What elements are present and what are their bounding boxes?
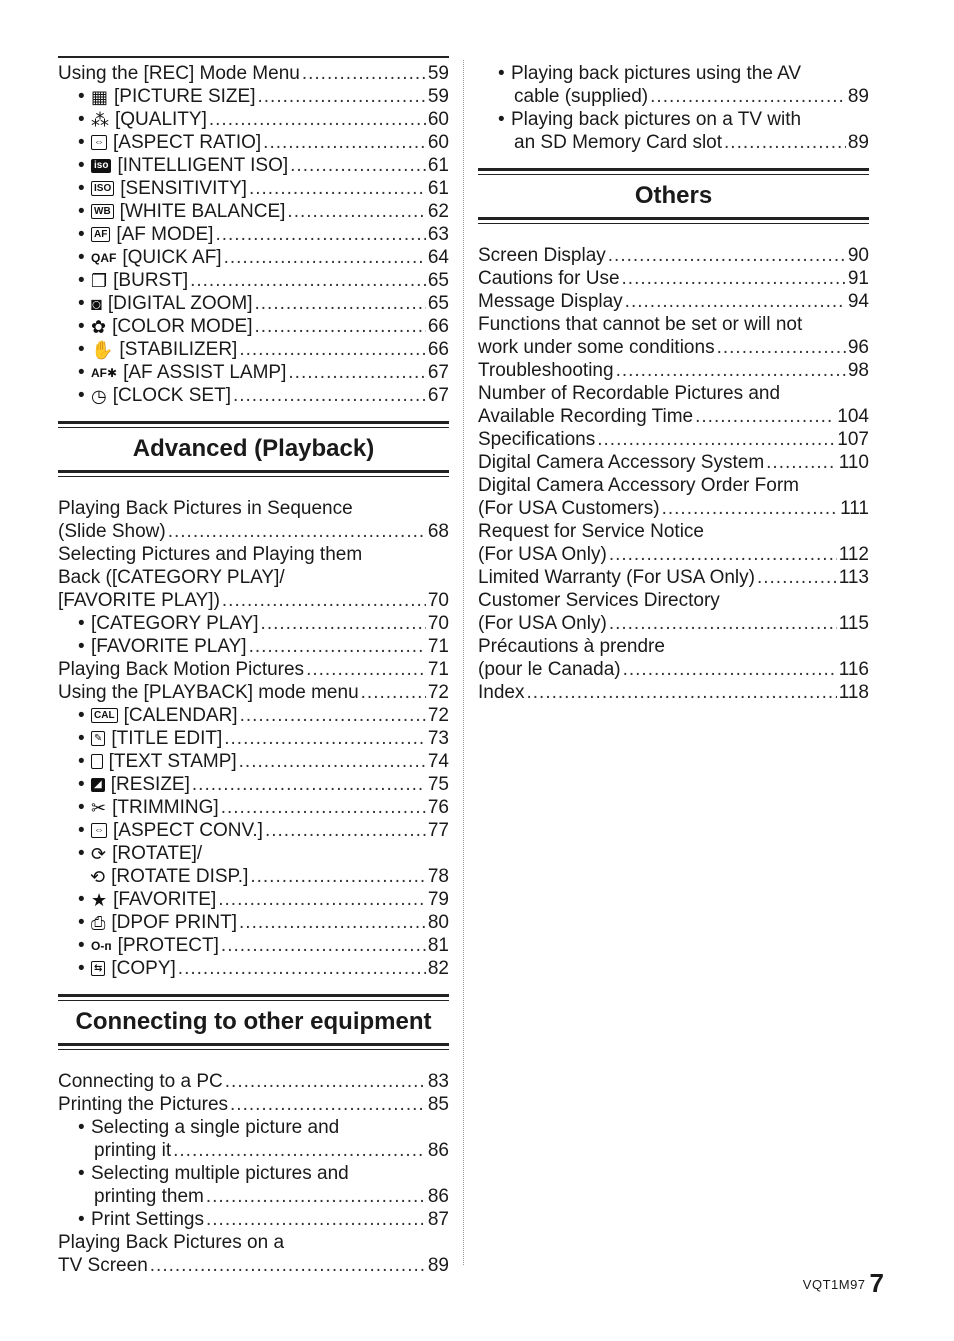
toc-entry-clock-set[interactable]: • ◷ [CLOCK SET] ..... 67 bbox=[58, 384, 449, 407]
text-stamp-icon bbox=[91, 754, 103, 769]
toc-entry-playback-menu[interactable]: Using the [PLAYBACK] mode menu ..... 72 bbox=[58, 681, 449, 704]
calendar-icon: CAL bbox=[91, 708, 118, 723]
dpof-print-icon: ⎙ bbox=[91, 912, 106, 933]
toc-entry-rotate-disp[interactable]: ⟲ [ROTATE DISP.] ..... 78 bbox=[58, 865, 449, 888]
toc-entry-copy[interactable]: • ⇆ [COPY] ..... 82 bbox=[58, 957, 449, 980]
toc-entry-quality[interactable]: • ⁂ [QUALITY] ..... 60 bbox=[58, 108, 449, 131]
toc-entry-troubleshooting[interactable]: Troubleshooting ..... 98 bbox=[478, 359, 869, 382]
toc-entry-cautions[interactable]: Cautions for Use ..... 91 bbox=[478, 267, 869, 290]
toc-entry-category-line2[interactable]: Back ([CATEGORY PLAY]/ bbox=[58, 567, 285, 588]
protect-key-icon: O‑п bbox=[91, 938, 112, 953]
toc-entry-accessory-system[interactable]: Digital Camera Accessory System ..... 110 bbox=[478, 451, 869, 474]
section-heading-connecting: Connecting to other equipment bbox=[75, 1008, 432, 1035]
quality-icon: ⁂ bbox=[91, 109, 109, 130]
toc-entry-white-balance[interactable]: • WB [WHITE BALANCE] ..... 62 bbox=[58, 200, 449, 223]
toc-entry-printing[interactable]: Printing the Pictures ..... 85 bbox=[58, 1093, 449, 1116]
toc-entry-picture-size[interactable]: • ▦ [PICTURE SIZE] ..... 59 bbox=[58, 85, 449, 108]
white-balance-icon: WB bbox=[91, 204, 114, 219]
stabilizer-icon: ✋ bbox=[91, 339, 114, 360]
section-heading-advanced-playback: Advanced (Playback) bbox=[132, 435, 375, 462]
toc-entry-trimming[interactable]: • ✂ [TRIMMING] ..... 76 bbox=[58, 796, 449, 819]
toc-entry-favorite-play[interactable]: • [FAVORITE PLAY] ..... 71 bbox=[58, 635, 449, 658]
toc-entry-quick-af[interactable]: • QAF [QUICK AF] ..... 64 bbox=[58, 246, 449, 269]
rotate-disp-icon: ⟲ bbox=[90, 866, 106, 887]
copy-icon: ⇆ bbox=[91, 961, 105, 976]
toc-entry-rec-menu[interactable]: Using the [REC] Mode Menu ..... 59 bbox=[58, 62, 449, 85]
color-mode-icon: ✿ bbox=[91, 316, 107, 337]
clock-icon: ◷ bbox=[91, 385, 107, 406]
section-rule bbox=[58, 421, 449, 424]
toc-entry-dpof-print[interactable]: • ⎙ [DPOF PRINT] ..... 80 bbox=[58, 911, 449, 934]
intelligent-iso-icon: iso bbox=[91, 159, 111, 173]
toc-entry-category-play[interactable]: • [CATEGORY PLAY] ..... 70 bbox=[58, 612, 449, 635]
toc-entry-print-settings[interactable]: • Print Settings ..... 87 bbox=[58, 1208, 449, 1231]
toc-entry-directory-line1[interactable]: Customer Services Directory bbox=[478, 590, 720, 611]
toc-entry-order-form-line1[interactable]: Digital Camera Accessory Order Form bbox=[478, 475, 799, 496]
toc-entry-connecting-pc[interactable]: Connecting to a PC ..... 83 bbox=[58, 1070, 449, 1093]
toc-entry-index[interactable]: Index ..... 118 bbox=[478, 681, 869, 704]
toc-entry-calendar[interactable]: • CAL [CALENDAR] ..... 72 bbox=[58, 704, 449, 727]
aspect-ratio-icon: ⇔ bbox=[91, 135, 107, 150]
toc-entry-af-mode[interactable]: • AF [AF MODE] ..... 63 bbox=[58, 223, 449, 246]
toc-entry-title-edit[interactable]: • ✎ [TITLE EDIT] ..... 73 bbox=[58, 727, 449, 750]
toc-entry-multiple[interactable]: printing them ..... 86 bbox=[58, 1185, 449, 1208]
toc-entry-directory[interactable]: (For USA Only) ..... 115 bbox=[478, 612, 869, 635]
toc-entry-intelligent-iso[interactable]: • iso [INTELLIGENT ISO] ..... 61 bbox=[58, 154, 449, 177]
toc-entry-color-mode[interactable]: • ✿ [COLOR MODE] ..... 66 bbox=[58, 315, 449, 338]
quick-af-icon: QAF bbox=[91, 250, 117, 265]
toc-entry-sd-tv-line1[interactable]: • Playing back pictures on a TV with bbox=[498, 109, 802, 130]
page-footer bbox=[803, 1268, 884, 1299]
af-assist-lamp-icon: AF✱ bbox=[91, 365, 118, 380]
toc-entry-recordable-line1[interactable]: Number of Recordable Pictures and bbox=[478, 383, 781, 404]
toc-entry-service-notice[interactable]: (For USA Only) ..... 112 bbox=[478, 543, 869, 566]
toc-entry-functions-line1[interactable]: Functions that cannot be set or will not bbox=[478, 314, 803, 335]
picture-size-icon: ▦ bbox=[91, 86, 109, 107]
toc-entry-stabilizer[interactable]: • ✋ [STABILIZER] ..... 66 bbox=[58, 338, 449, 361]
toc-entry-protect[interactable]: • O‑п [PROTECT] ..... 81 bbox=[58, 934, 449, 957]
toc-entry-burst[interactable]: • ❐ [BURST] ..... 65 bbox=[58, 269, 449, 292]
toc-entry-favorite[interactable]: • ★ [FAVORITE] ..... 79 bbox=[58, 888, 449, 911]
rotate-icon: ⟳ bbox=[91, 843, 107, 864]
toc-entry-motion-pictures[interactable]: Playing Back Motion Pictures ..... 71 bbox=[58, 658, 449, 681]
toc-entry-recordable[interactable]: Available Recording Time ..... 104 bbox=[478, 405, 869, 428]
toc-entry-slide-show[interactable]: (Slide Show) ..... 68 bbox=[58, 520, 449, 543]
section-connecting bbox=[58, 994, 449, 1050]
toc-entry-digital-zoom[interactable]: • ◙ [DIGITAL ZOOM] ..... 65 bbox=[58, 292, 449, 315]
toc-entry-av-cable-line1[interactable]: • Playing back pictures using the AV bbox=[498, 63, 802, 84]
toc-entry-precautions[interactable]: (pour le Canada) ..... 116 bbox=[478, 658, 869, 681]
right-column bbox=[478, 56, 869, 704]
toc-entry-slide-show-line1[interactable]: Playing Back Pictures in Sequence bbox=[58, 498, 353, 519]
aspect-conv-icon: ⇔ bbox=[91, 823, 107, 838]
toc-entry-category-line1[interactable]: Selecting Pictures and Playing them bbox=[58, 544, 363, 565]
toc-entry-single-line1[interactable]: • Selecting a single picture and bbox=[78, 1117, 340, 1138]
toc-entry-resize[interactable]: • ◢ [RESIZE] ..... 75 bbox=[58, 773, 449, 796]
sensitivity-icon: ISO bbox=[91, 181, 114, 196]
trimming-icon: ✂ bbox=[91, 797, 107, 818]
document-code: VQT1M97 bbox=[802, 1277, 866, 1292]
af-mode-icon: AF bbox=[91, 227, 110, 242]
toc-entry-tv-line1[interactable]: Playing Back Pictures on a bbox=[58, 1232, 285, 1253]
favorite-star-icon: ★ bbox=[91, 889, 108, 910]
toc-entry-precautions-line1[interactable]: Précautions à prendre bbox=[478, 636, 665, 657]
toc-entry-aspect-conv[interactable]: • ⇔ [ASPECT CONV.] ..... 77 bbox=[58, 819, 449, 842]
resize-icon: ◢ bbox=[91, 778, 105, 792]
left-column bbox=[58, 56, 449, 1277]
toc-entry-text-stamp[interactable]: • [TEXT STAMP] ..... 74 bbox=[58, 750, 449, 773]
section-heading-others: Others bbox=[634, 182, 713, 209]
title-edit-icon: ✎ bbox=[91, 731, 105, 746]
burst-icon: ❐ bbox=[91, 270, 108, 291]
toc-entry-functions[interactable]: work under some conditions ..... 96 bbox=[478, 336, 869, 359]
page-number: 7 bbox=[869, 1268, 884, 1298]
section-advanced-playback bbox=[58, 421, 449, 477]
toc-entry-rotate-line1[interactable]: • ⟳ [ROTATE]/ bbox=[78, 843, 203, 864]
toc-entry-av-cable[interactable]: cable (supplied) ..... 89 bbox=[478, 85, 869, 108]
digital-zoom-icon: ◙ bbox=[91, 293, 102, 314]
toc-entry-sd-tv[interactable]: an SD Memory Card slot ..... 89 bbox=[478, 131, 869, 154]
toc-entry-af-assist-lamp[interactable]: • AF✱ [AF ASSIST LAMP] ..... 67 bbox=[58, 361, 449, 384]
toc-entry-tv[interactable]: TV Screen ..... 89 bbox=[58, 1254, 449, 1277]
toc-entry-service-notice-line1[interactable]: Request for Service Notice bbox=[478, 521, 704, 542]
section-others bbox=[478, 168, 869, 224]
toc-entry-specifications[interactable]: Specifications ..... 107 bbox=[478, 428, 869, 451]
toc-entry-screen-display[interactable]: Screen Display ..... 90 bbox=[478, 244, 869, 267]
toc-entry-aspect-ratio[interactable]: • ⇔ [ASPECT RATIO] ..... 60 bbox=[58, 131, 449, 154]
toc-entry-single[interactable]: printing it ..... 86 bbox=[58, 1139, 449, 1162]
toc-entry-order-form[interactable]: (For USA Customers) ..... 111 bbox=[478, 497, 869, 520]
toc-entry-sensitivity[interactable]: • ISO [SENSITIVITY] ..... 61 bbox=[58, 177, 449, 200]
toc-entry-message-display[interactable]: Message Display ..... 94 bbox=[478, 290, 869, 313]
toc-entry-category[interactable]: [FAVORITE PLAY]) ..... 70 bbox=[58, 589, 449, 612]
column-divider bbox=[463, 60, 464, 1265]
toc-entry-warranty[interactable]: Limited Warranty (For USA Only) ..... 113 bbox=[478, 566, 869, 589]
toc-entry-multiple-line1[interactable]: • Selecting multiple pictures and bbox=[78, 1163, 349, 1184]
